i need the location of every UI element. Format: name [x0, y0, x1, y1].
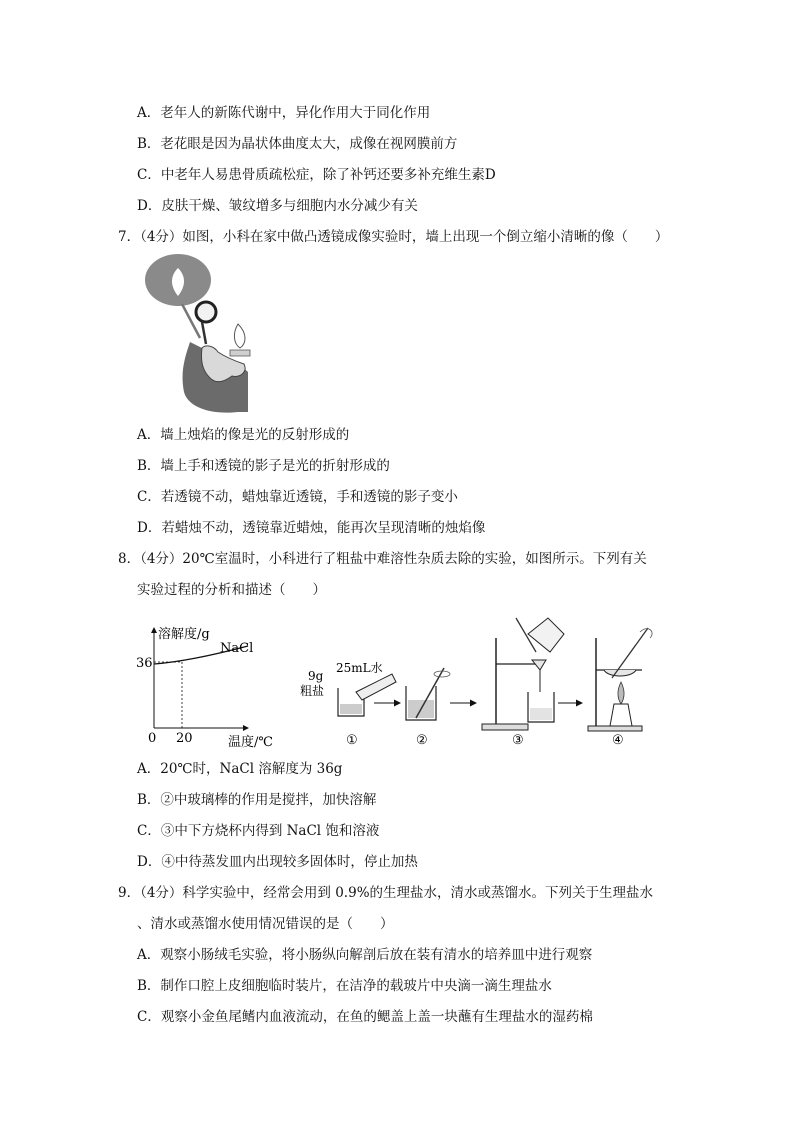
- q7-option-a: A．墙上烛焰的像是光的反射形成的: [137, 427, 350, 443]
- graph-ylabel: 溶解度/g: [158, 627, 210, 642]
- q8-option-b: B．②中玻璃棒的作用是搅拌，加快溶解: [137, 792, 377, 808]
- q8-option-c: C．③中下方烧杯内得到 NaCl 饱和溶液: [137, 823, 380, 839]
- salt-label: 粗盐: [300, 684, 325, 698]
- q7-candle-lens-figure: [140, 252, 260, 417]
- q9-option-b: B．制作口腔上皮细胞临时装片，在洁净的载玻片中央滴一滴生理盐水: [137, 978, 552, 994]
- graph-y-tick-36: 36: [136, 656, 153, 671]
- q8-solubility-graph: [136, 622, 290, 750]
- q7-option-d: D．若蜡烛不动，透镜靠近蜡烛，能再次呈现清晰的烛焰像: [137, 520, 486, 536]
- q8-stem-line1: 8．（4分）20℃室温时，小科进行了粗盐中难溶性杂质去除的实验，如图所示。下列有关: [118, 551, 647, 567]
- graph-series-label: NaCl: [220, 641, 254, 656]
- q8-option-d: D．④中待蒸发皿内出现较多固体时，停止加热: [137, 854, 418, 870]
- q6-option-b: B．老花眼是因为晶状体曲度太大，成像在视网膜前方: [137, 136, 458, 152]
- step-2-label: ②: [416, 733, 428, 748]
- q8-option-a: A．20℃时，NaCl 溶解度为 36g: [137, 761, 343, 777]
- q9-stem-line2: 、清水或蒸馏水使用情况错误的是（ ）: [137, 916, 394, 932]
- q7-option-b: B．墙上手和透镜的影子是光的折射形成的: [137, 458, 390, 474]
- q6-option-d: D．皮肤干燥、皱纹增多与细胞内水分减少有关: [137, 198, 418, 214]
- q8-stem-line2: 实验过程的分析和描述（ ）: [137, 582, 326, 598]
- water-label: 25mL水: [336, 661, 383, 675]
- q9-option-c: C．观察小金鱼尾鳍内血液流动，在鱼的鳃盖上盖一块蘸有生理盐水的湿药棉: [137, 1009, 593, 1025]
- step-1-label: ①: [346, 733, 358, 748]
- salt-mass-label: 9g: [308, 669, 324, 683]
- q7-option-c: C．若透镜不动，蜡烛靠近透镜，手和透镜的影子变小: [137, 489, 458, 505]
- q9-option-a: A．观察小肠绒毛实验，将小肠纵向解剖后放在装有清水的培养皿中进行观察: [137, 947, 593, 963]
- graph-x-tick-0: 0: [148, 731, 157, 746]
- q9-stem-line1: 9．（4分）科学实验中，经常会用到 0.9%的生理盐水，清水或蒸馏水。下列关于生理盐水: [118, 885, 654, 901]
- q6-option-a: A．老年人的新陈代谢中，异化作用大于同化作用: [137, 105, 431, 121]
- q8-apparatus-figure: [296, 608, 666, 750]
- step-4-label: ④: [612, 733, 624, 748]
- graph-xlabel: 温度/℃: [228, 735, 273, 750]
- q7-stem: 7．（4分）如图，小科在家中做凸透镜成像实验时，墙上出现一个倒立缩小清晰的像（ ）: [118, 229, 669, 245]
- graph-x-tick-20: 20: [176, 731, 193, 746]
- step-3-label: ③: [512, 733, 524, 748]
- q6-option-c: C．中老年人易患骨质疏松症，除了补钙还要多补充维生素D: [137, 167, 496, 183]
